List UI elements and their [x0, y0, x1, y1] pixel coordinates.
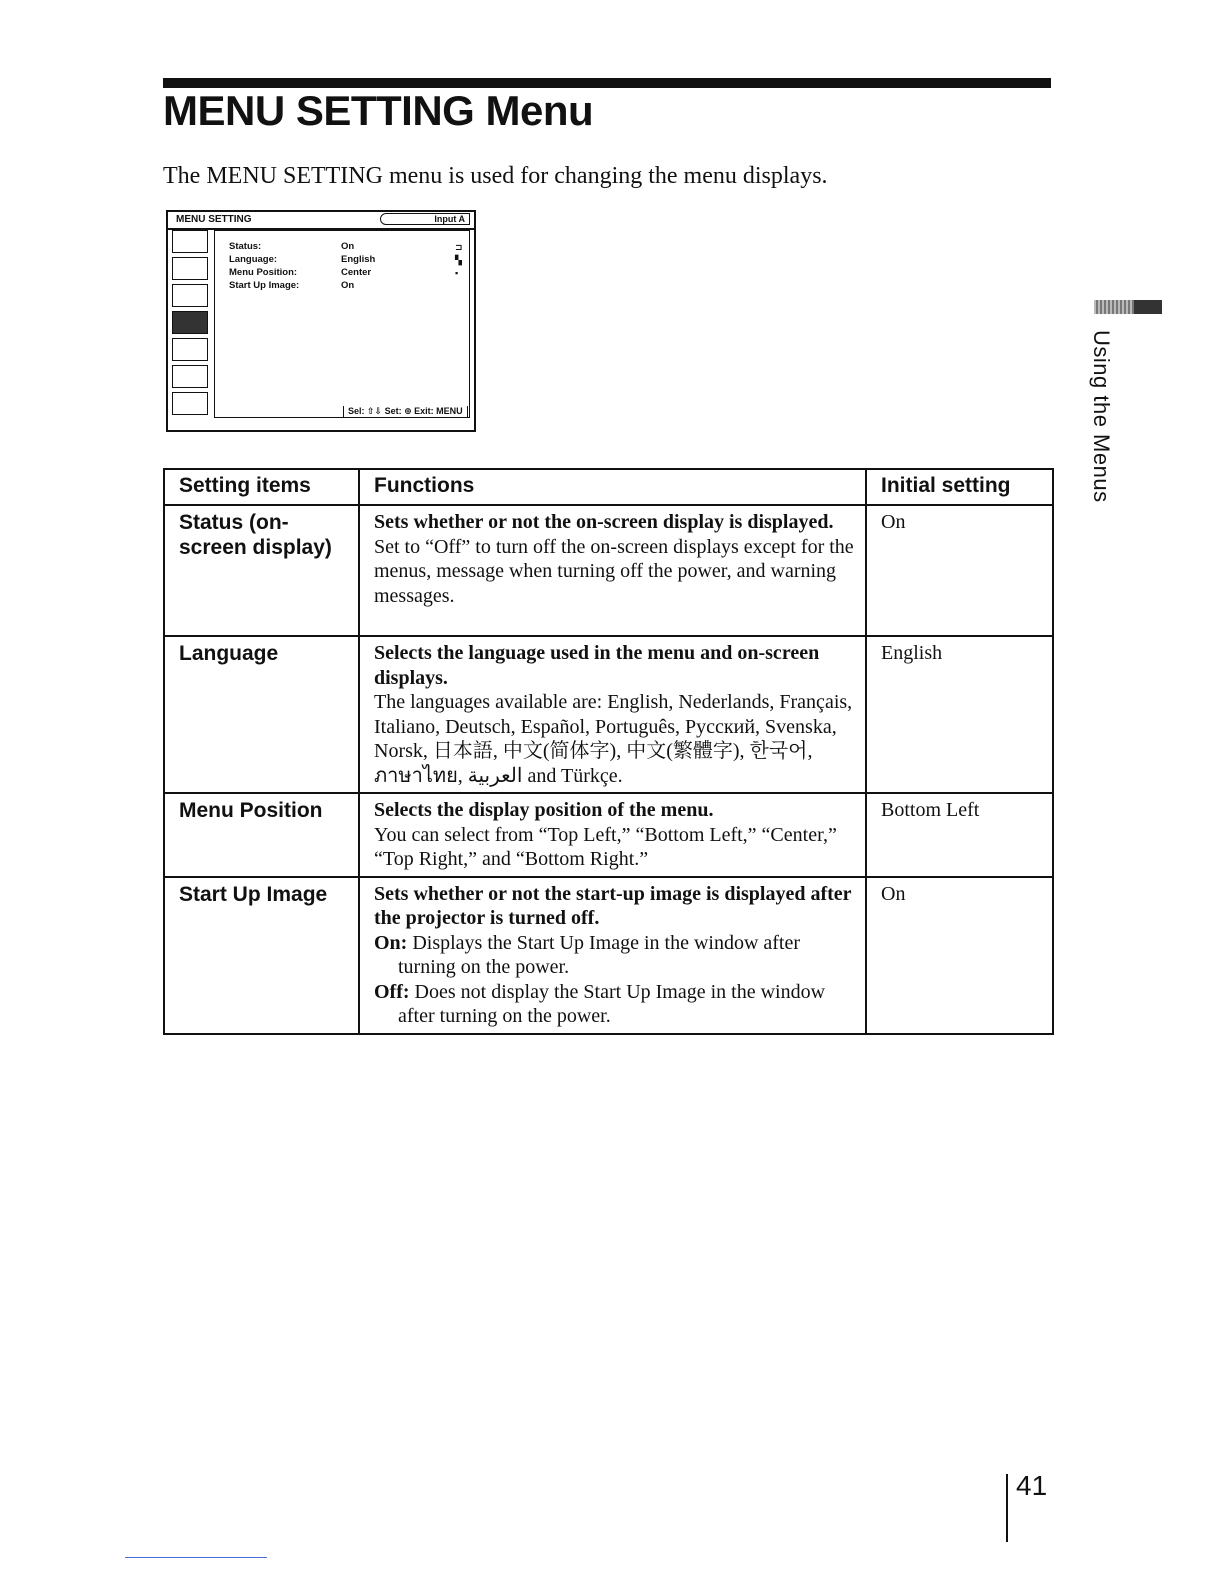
function-body: The languages available are: English, Nederlands, Français, Italiano, Deutsch, Español, Português, Pусский, Svenska, Norsk, 日本語, 中文(简体字), 中文(繁體字), 한국어, ภาษาไทย, العربية and Türkçe. — [374, 691, 853, 787]
osd-row-label: Language: — [229, 254, 278, 265]
option-key: On: — [374, 931, 408, 954]
column-header: Functions — [359, 469, 866, 505]
setting-function — [359, 636, 866, 793]
section-tab-marker — [1094, 300, 1162, 314]
setting-function — [359, 877, 866, 1034]
menu-position-icon: ▪ — [455, 268, 459, 278]
settings-table — [163, 468, 1054, 1035]
page-number: 41 — [1016, 1470, 1048, 1501]
osd-row-value: Center — [341, 267, 372, 278]
information-icon — [172, 392, 208, 415]
function-heading: Selects the language used in the menu and on-screen displays. — [374, 642, 820, 689]
option-key: Off: — [374, 980, 410, 1003]
intro-text: The MENU SETTING menu is used for changing the menu displays. — [163, 163, 828, 189]
setting-item: Start Up Image — [164, 877, 359, 1034]
status-icon: ⊐ — [455, 242, 463, 252]
setting-function — [359, 793, 866, 877]
osd-row-label: Status: — [229, 241, 262, 252]
initial-setting: English — [866, 636, 1053, 793]
setting-item: Status (on-screen display) — [164, 505, 359, 636]
osd-input-indicator: Input A — [380, 213, 470, 225]
language-icon: ▚ — [455, 255, 462, 265]
osd-footer-hints: Sel: ⇧⇩ Set: ⊕ Exit: MENU — [343, 406, 468, 418]
function-heading: Sets whether or not the on-screen display is displayed. — [374, 511, 834, 533]
table-row — [164, 793, 1053, 877]
column-header: Initial setting — [866, 469, 1053, 505]
picture-menu-icon — [172, 230, 208, 253]
osd-row-value: English — [341, 254, 376, 265]
footer-line — [125, 1557, 267, 1558]
input-setting-icon — [172, 365, 208, 388]
screen-menu-icon — [172, 257, 208, 280]
function-heading: Sets whether or not the start-up image is displayed after the projector is turned off. — [374, 882, 852, 929]
option-text: Does not display the Start Up Image in the window after turning on the power. — [398, 980, 826, 1027]
table-row — [164, 505, 1053, 636]
table-row — [164, 877, 1053, 1034]
osd-row-value: On — [341, 280, 355, 291]
setting-item: Menu Position — [164, 793, 359, 877]
function-body: Set to “Off” to turn off the on-screen displays except for the menus, message when turning off the power, and warning messages. — [374, 535, 854, 607]
setting-item: Language — [164, 636, 359, 793]
osd-settings-panel — [214, 230, 470, 418]
table-header-row — [164, 469, 1053, 505]
osd-row-value: On — [341, 241, 355, 252]
initial-setting: Bottom Left — [866, 793, 1053, 877]
osd-row-label: Menu Position: — [229, 267, 298, 278]
osd-title: MENU SETTING — [176, 214, 252, 225]
setting-function — [359, 505, 866, 636]
option-off — [374, 980, 857, 1029]
option-text: Displays the Start Up Image in the window after turning on the power. — [398, 931, 801, 978]
function-heading: Selects the display position of the menu. — [374, 799, 714, 821]
osd-menu-screenshot — [166, 210, 476, 432]
osd-header — [168, 212, 474, 230]
section-side-label: Using the Menus — [1089, 330, 1114, 503]
osd-icon-column — [172, 230, 212, 419]
column-header: Setting items — [164, 469, 359, 505]
option-on — [374, 931, 857, 980]
page-number-rule — [1006, 1474, 1008, 1542]
setup-menu-icon — [172, 284, 208, 307]
function-body: You can select from “Top Left,” “Bottom Left,” “Center,” “Top Right,” and “Bottom Right.” — [374, 823, 837, 870]
osd-row-label: Start Up Image: — [229, 280, 300, 291]
initial-setting: On — [866, 505, 1053, 636]
connection-menu-icon — [172, 338, 208, 361]
initial-setting: On — [866, 877, 1053, 1034]
menu-setting-icon — [172, 311, 208, 334]
table-row — [164, 636, 1053, 793]
page-title: MENU SETTING Menu — [163, 87, 594, 134]
